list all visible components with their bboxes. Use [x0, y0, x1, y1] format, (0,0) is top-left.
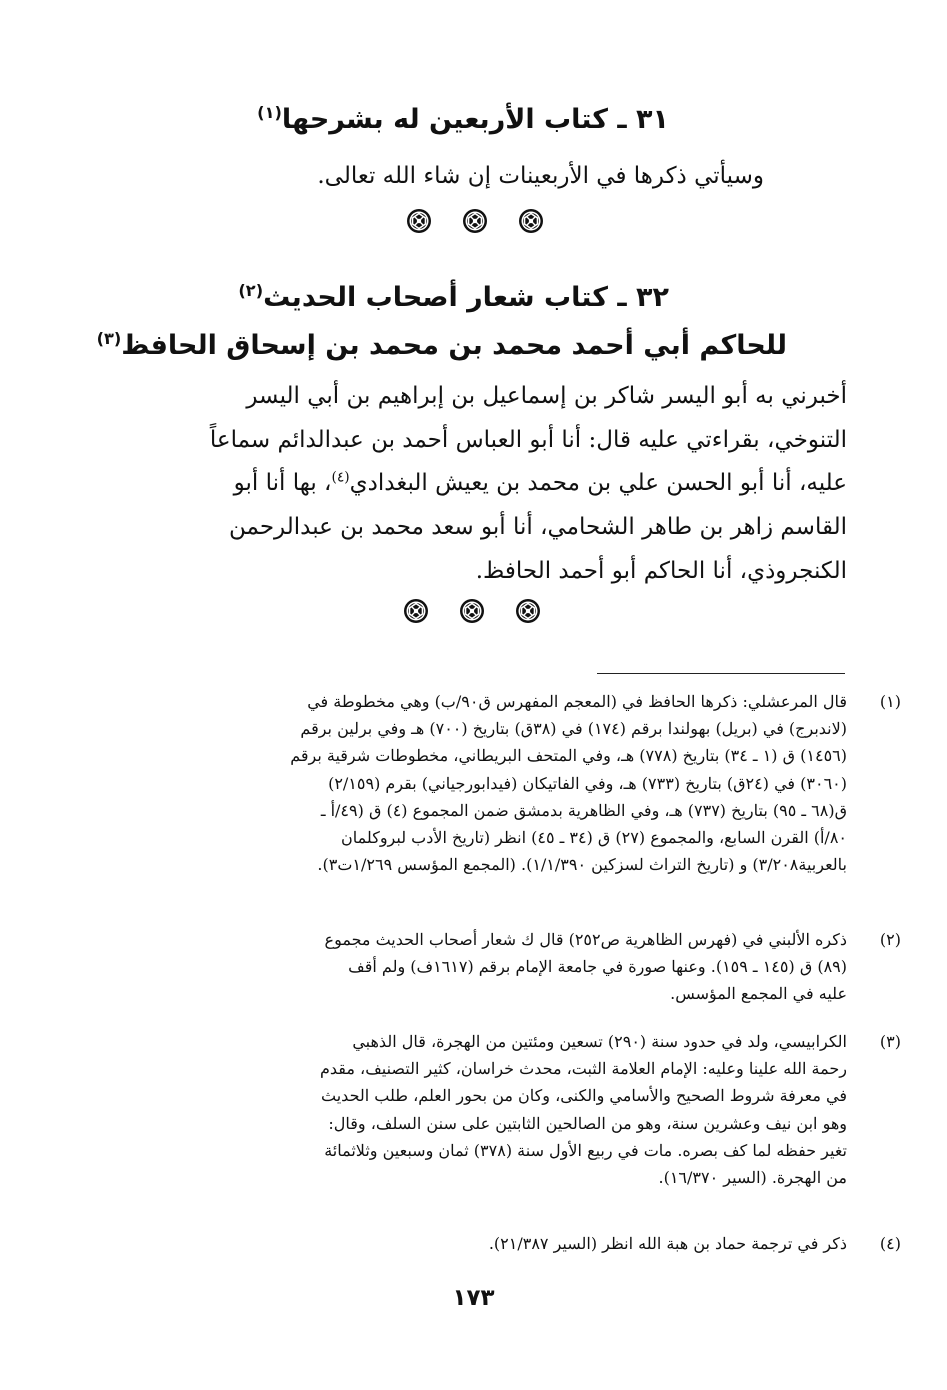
footnote-marker-4[interactable]: (٤) [331, 469, 350, 486]
page-number: ١٧٣ [452, 1285, 495, 1311]
footnote-line: عليه في المجمع المؤسس. [670, 984, 847, 1004]
knot-ornament-icon [462, 208, 488, 234]
footnote-line: وهو ابن نيف وعشرين سنة، وهو من الصالحين الثابتين على سنن السلف، وقال: [328, 1113, 847, 1133]
footnote-1-number: (١) [879, 692, 901, 711]
knot-ornament-icon [518, 208, 544, 234]
knot-ornament-icon [403, 598, 429, 624]
footnote-line: الكرابيسي، ولد في حدود سنة (٢٩٠) تسعين ومئتين من الهجرة، قال الذهبي [352, 1032, 847, 1051]
isnad-line-1: أخبرني به أبو اليسر شاكر بن إسماعيل بن إبراهيم بن أبي اليسر [246, 383, 847, 409]
isnad-line-3 [234, 470, 847, 496]
footnote-2 [99, 926, 901, 1008]
entry-31-title: ٣١ ـ كتاب الأربعين له بشرحها [281, 104, 669, 135]
footnote-3-text [99, 1028, 847, 1191]
isnad-line-2: التنوخي، بقراءتي عليه قال: أنا أبو العباس أحمد بن عبدالدائم سماعاً [209, 427, 847, 453]
isnad-line-3-text: عليه، أنا أبو الحسن علي بن محمد بن يعيش البغدادي [349, 470, 847, 496]
entry-32-subtitle [97, 330, 787, 361]
footnote-4-text [99, 1230, 847, 1257]
footnote-3-number: (٣) [879, 1032, 901, 1051]
footnote-line: قال المرعشلي: ذكرها الحافظ في (المعجم المفهرس ق٩٠/ب) وهي مخطوطة في [307, 692, 847, 711]
footnote-line: (٣٠٦٠) في (٢٤ق) بتاريخ (٧٣٣) هـ، وفي الفاتيكان (فيدابورجياني) بقرم (٢/١٥٩) [328, 773, 847, 793]
isnad-line-3-tail: ، بها أنا أبو [233, 470, 332, 496]
footnote-separator [597, 673, 845, 674]
knot-ornament-icon [515, 598, 541, 624]
isnad-line-4: القاسم زاهر بن طاهر الشحامي، أنا أبو سعد محمد بن عبدالرحمن [229, 514, 847, 540]
footnote-line: ٨٠/أ) القرن السابع، والمجموع (٢٧) ق (٣٤ ـ ٤٥) انظر (تاريخ الأدب لبروكلمان [341, 828, 847, 848]
footnote-marker-1[interactable]: (١) [257, 103, 282, 122]
footnote-line: ذكر في ترجمة حماد بن هبة الله انظر (السير ٢١/٣٨٧). [488, 1234, 847, 1253]
footnote-line: رحمة الله علينا وعليه: الإمام العلامة الثبت، محدث خراسان، كثير التصنيف، مقدم [319, 1059, 847, 1079]
footnote-4 [99, 1230, 901, 1257]
entry-31-heading [257, 104, 669, 135]
entry-32-title: ٣٢ ـ كتاب شعار أصحاب الحديث [263, 282, 669, 313]
footnote-line: (٨٩) ق (١٤٥ ـ ١٥٩). وعنها صورة في جامعة الإمام برقم (١٦١٧ف) ولم أقف [348, 957, 847, 977]
isnad-line-5: الكنجروذي، أنا الحاكم أبو أحمد الحافظ. [475, 558, 847, 584]
entry-32-author: للحاكم أبي أحمد محمد بن محمد بن إسحاق الحافظ [121, 330, 787, 361]
entry-32-heading [238, 282, 669, 313]
footnote-line: من الهجرة. (السير ١٦/٣٧٠). [658, 1168, 847, 1188]
entry-31-body: وسيأتي ذكرها في الأربعينات إن شاء الله تعالى. [317, 163, 764, 189]
footnote-line: تغير حفظه لما كف بصره. مات في ربيع الأول سنة (٣٧٨) ثمان وسبعين وثلاثمائة [324, 1140, 847, 1160]
footnote-line: بالعربية٣/٢٠٨) و (تاريخ التراث لسزكين ١/١/٣٩٠). (المجمع المؤسس ١/٢٦٩ت٣). [317, 855, 847, 875]
footnote-line: (١٤٥٦) ق (١ ـ ٣٤) بتاريخ (٧٧٨) هـ، وفي المتحف البريطاني، مخطوطات شرقية برقم [290, 746, 847, 766]
knot-ornament-icon [459, 598, 485, 624]
footnote-line: (لاندبرج) في (بريل) بهولندا برقم (١٧٤) في (٣٨ق) بتاريخ (٧٠٠) هـ وفي برلين برقم [300, 719, 847, 739]
footnote-1 [99, 688, 901, 878]
ornament-row-2 [403, 598, 541, 624]
footnote-4-number: (٤) [879, 1234, 901, 1253]
footnote-marker-2[interactable]: (٢) [238, 281, 264, 300]
knot-ornament-icon [406, 208, 432, 234]
footnote-2-number: (٢) [879, 930, 901, 949]
footnote-line: ق(٦٨ ـ ٩٥) بتاريخ (٧٣٧) هـ، وفي الظاهرية بدمشق ضمن المجموع (٤) ق (٤٩/أ ـ [320, 800, 847, 820]
ornament-row-1 [406, 208, 544, 234]
footnote-marker-3[interactable]: (٣) [96, 329, 122, 348]
footnote-line: في معرفة شروط الصحيح والأسامي والكنى، وكان من بحور العلم، طلب الحديث [321, 1086, 847, 1106]
footnote-line: ذكره الألبني في (فهرس الظاهرية ص٢٥٢) قال ك شعار أصحاب الحديث مجموع [324, 930, 847, 949]
footnote-1-text [99, 688, 847, 878]
footnote-3 [99, 1028, 901, 1191]
footnote-2-text [99, 926, 847, 1008]
